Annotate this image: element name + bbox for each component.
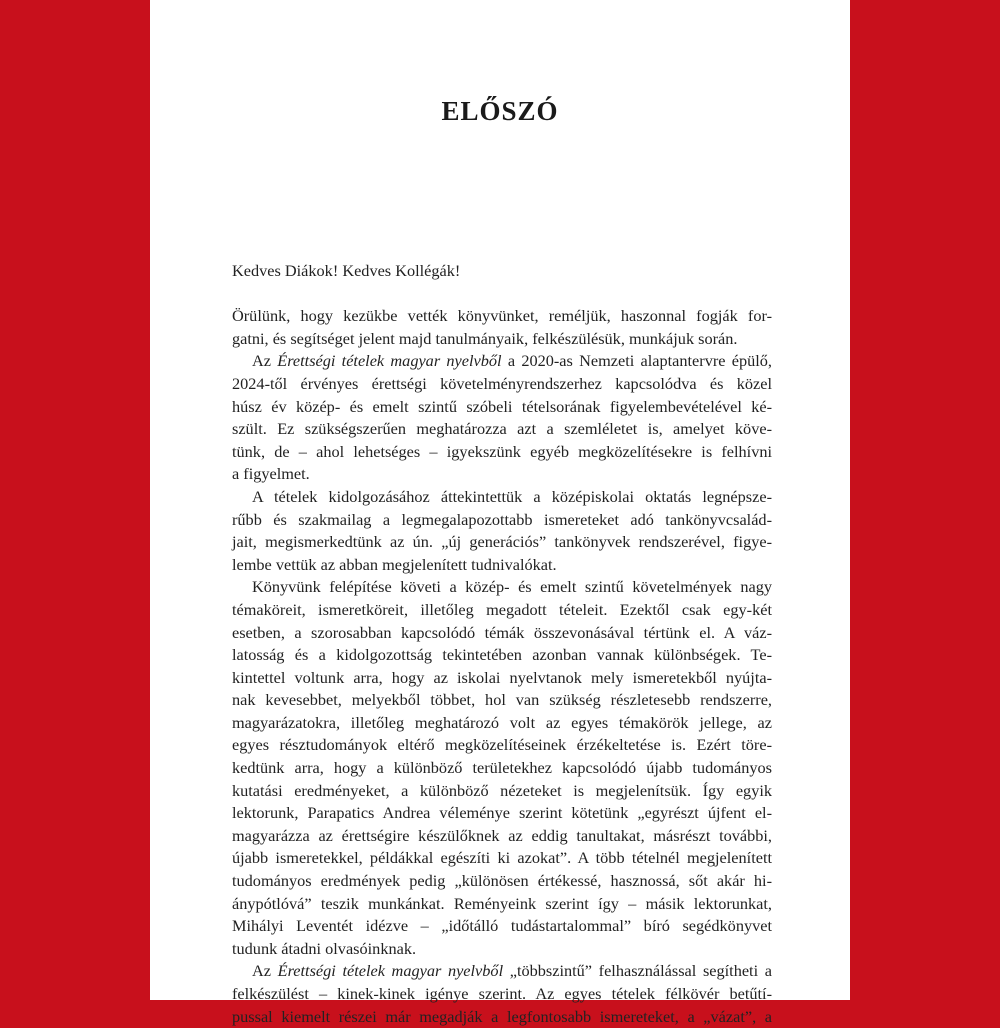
text-line [232,870,772,893]
text-lines [232,305,772,1028]
line-text: Könyvünk felépítése követi a közép- és emelt szintű követelmények nagy [252,577,772,597]
line-text: Mihályi Leventét idézve – „időtálló tudástartalommal” bíró segédkönyvet [232,916,772,936]
line-text: felkészülést – kinek-kinek igénye szerint. Az egyes tételek félkövér betűtí- [232,984,772,1003]
line-text: magyarázatokra, illetőleg meghatározó volt az egyes témakörök jellege, az [232,712,772,732]
line-text: kutatási eredményeket, a különböző nézeteket is megjelenítsük. Így egyik [232,780,772,800]
text-line [232,667,772,690]
text-line [232,441,772,464]
book-page [150,0,850,1026]
text-line [232,938,772,961]
line-text: témaköreit, ismeretköreit, illetőleg megadott tételeit. Ezektől csak egy-két [232,599,772,619]
text-line [232,983,772,1006]
line-text: tudományos eredmények pedig „különösen értékessé, hasznossá, sőt akár hi- [232,871,772,891]
line-text: kedtünk arra, hogy a különböző területekhez kapcsolódó újabb tudományos [232,758,772,778]
text-line [232,960,772,983]
page-title: ELŐSZÓ [441,96,559,126]
line-text: rűbb és szakmailag a legmegalapozottabb ismereteket adó tankönyvcsalád- [232,509,772,529]
line-text: kintettel voltunk arra, hogy az iskolai nyelvtanok mely ismeretekből nyújta- [232,667,772,687]
text-line [232,734,772,757]
text-line [232,712,772,735]
line-text: „többszintű” felhasználással segítheti a [503,961,772,981]
text-line [232,328,772,351]
text-line [232,622,772,645]
line-text: húsz év közép- és emelt szintű szóbeli tételsorának figyelembevételével ké- [232,396,772,416]
text-line [232,418,772,441]
line-text: egyes résztudományok eltérő megközelítéseinek érzékeltetése is. Ezért törе- [232,735,772,755]
text-line [232,847,772,870]
greeting: Kedves Diákok! Kedves Kollégák! [232,261,461,280]
text-line [232,599,772,622]
body-text [232,260,772,1028]
line-text: ánypótlóvá” teszik munkánkat. Reményeink szerint így – másik lektorunkat, [232,893,772,913]
book-title-italic: Érettségi tételek magyar nyelvből [277,961,504,981]
text-line [232,780,772,803]
line-text: A tételek kidolgozásához áttekintettük a középiskolai oktatás legnépsze- [252,486,772,506]
text-line [232,486,772,509]
line-text: lembe vettük az abban megjelenített tudnivalókat. [232,554,557,574]
text-line [232,554,772,577]
line-text: pussal kiemelt részei már megadják a legfontosabb ismereteket, a „vázat”, a [232,1006,772,1026]
line-text: a figyelmet. [232,464,310,484]
paragraph-gap [232,283,772,306]
line-prefix: Az [252,961,278,981]
text-line [232,463,772,486]
line-text: gatni, és segítséget jelent majd tanulmányaik, felkészülésük, munkájuk során. [232,328,738,348]
line-text: tünk, de – ahol lehetséges – igyekszünk egyéb megközelítésekre is felhívni [232,441,772,461]
line-text: 2024-től érvényes érettségi követelményrendszerhez kapcsolódva és közel [232,373,772,393]
line-prefix: Az [252,351,278,371]
text-line [232,576,772,599]
text-line [232,373,772,396]
line-text: latosság és a kidolgozottság tekintetében azonban vannak különbségek. Te- [232,645,772,665]
text-line [232,689,772,712]
text-line [232,531,772,554]
text-line [232,893,772,916]
line-text: Örülünk, hogy kezükbe vették könyvünket, reméljük, haszonnal fogják for- [232,306,772,326]
text-line [232,915,772,938]
text-line [232,1006,772,1028]
line-text: szült. Ez szükségszerűen meghatározza azt a szemléletet is, amelyet köve- [232,419,772,439]
text-line [232,757,772,780]
text-line [232,350,772,373]
line-text: esetben, a szorosabban kapcsolódó témák összevonásával tértünk el. A váz- [232,622,772,642]
text-line [232,825,772,848]
line-text: tudunk átadni olvasóinknak. [232,938,417,958]
line-text: jait, megismerkedtünk az ún. „új generációs” tankönyvek rendszerével, figye- [232,532,772,552]
line-text: a 2020-as Nemzeti alaptantervre épülő, [501,351,772,371]
text-line [232,396,772,419]
line-text: magyarázza az érettségire készülőknek az eddig tanultakat, másrészt további, [232,825,772,845]
text-line [232,305,772,328]
book-title-italic: Érettségi tételek magyar nyelvből [277,351,502,371]
line-text: lektorunk, Parapatics Andrea véleménye szerint kötetünk „egyrészt újfent el- [232,803,772,823]
line-text: újabb ismeretekkel, példákkal egészíti ki azokat”. A több tételnél megjelenített [232,848,772,868]
text-line [232,802,772,825]
text-line [232,644,772,667]
line-text: nak kevesebbet, melyekből többet, hol van szükség részletesebb rendszerre, [232,690,772,710]
text-line [232,509,772,532]
